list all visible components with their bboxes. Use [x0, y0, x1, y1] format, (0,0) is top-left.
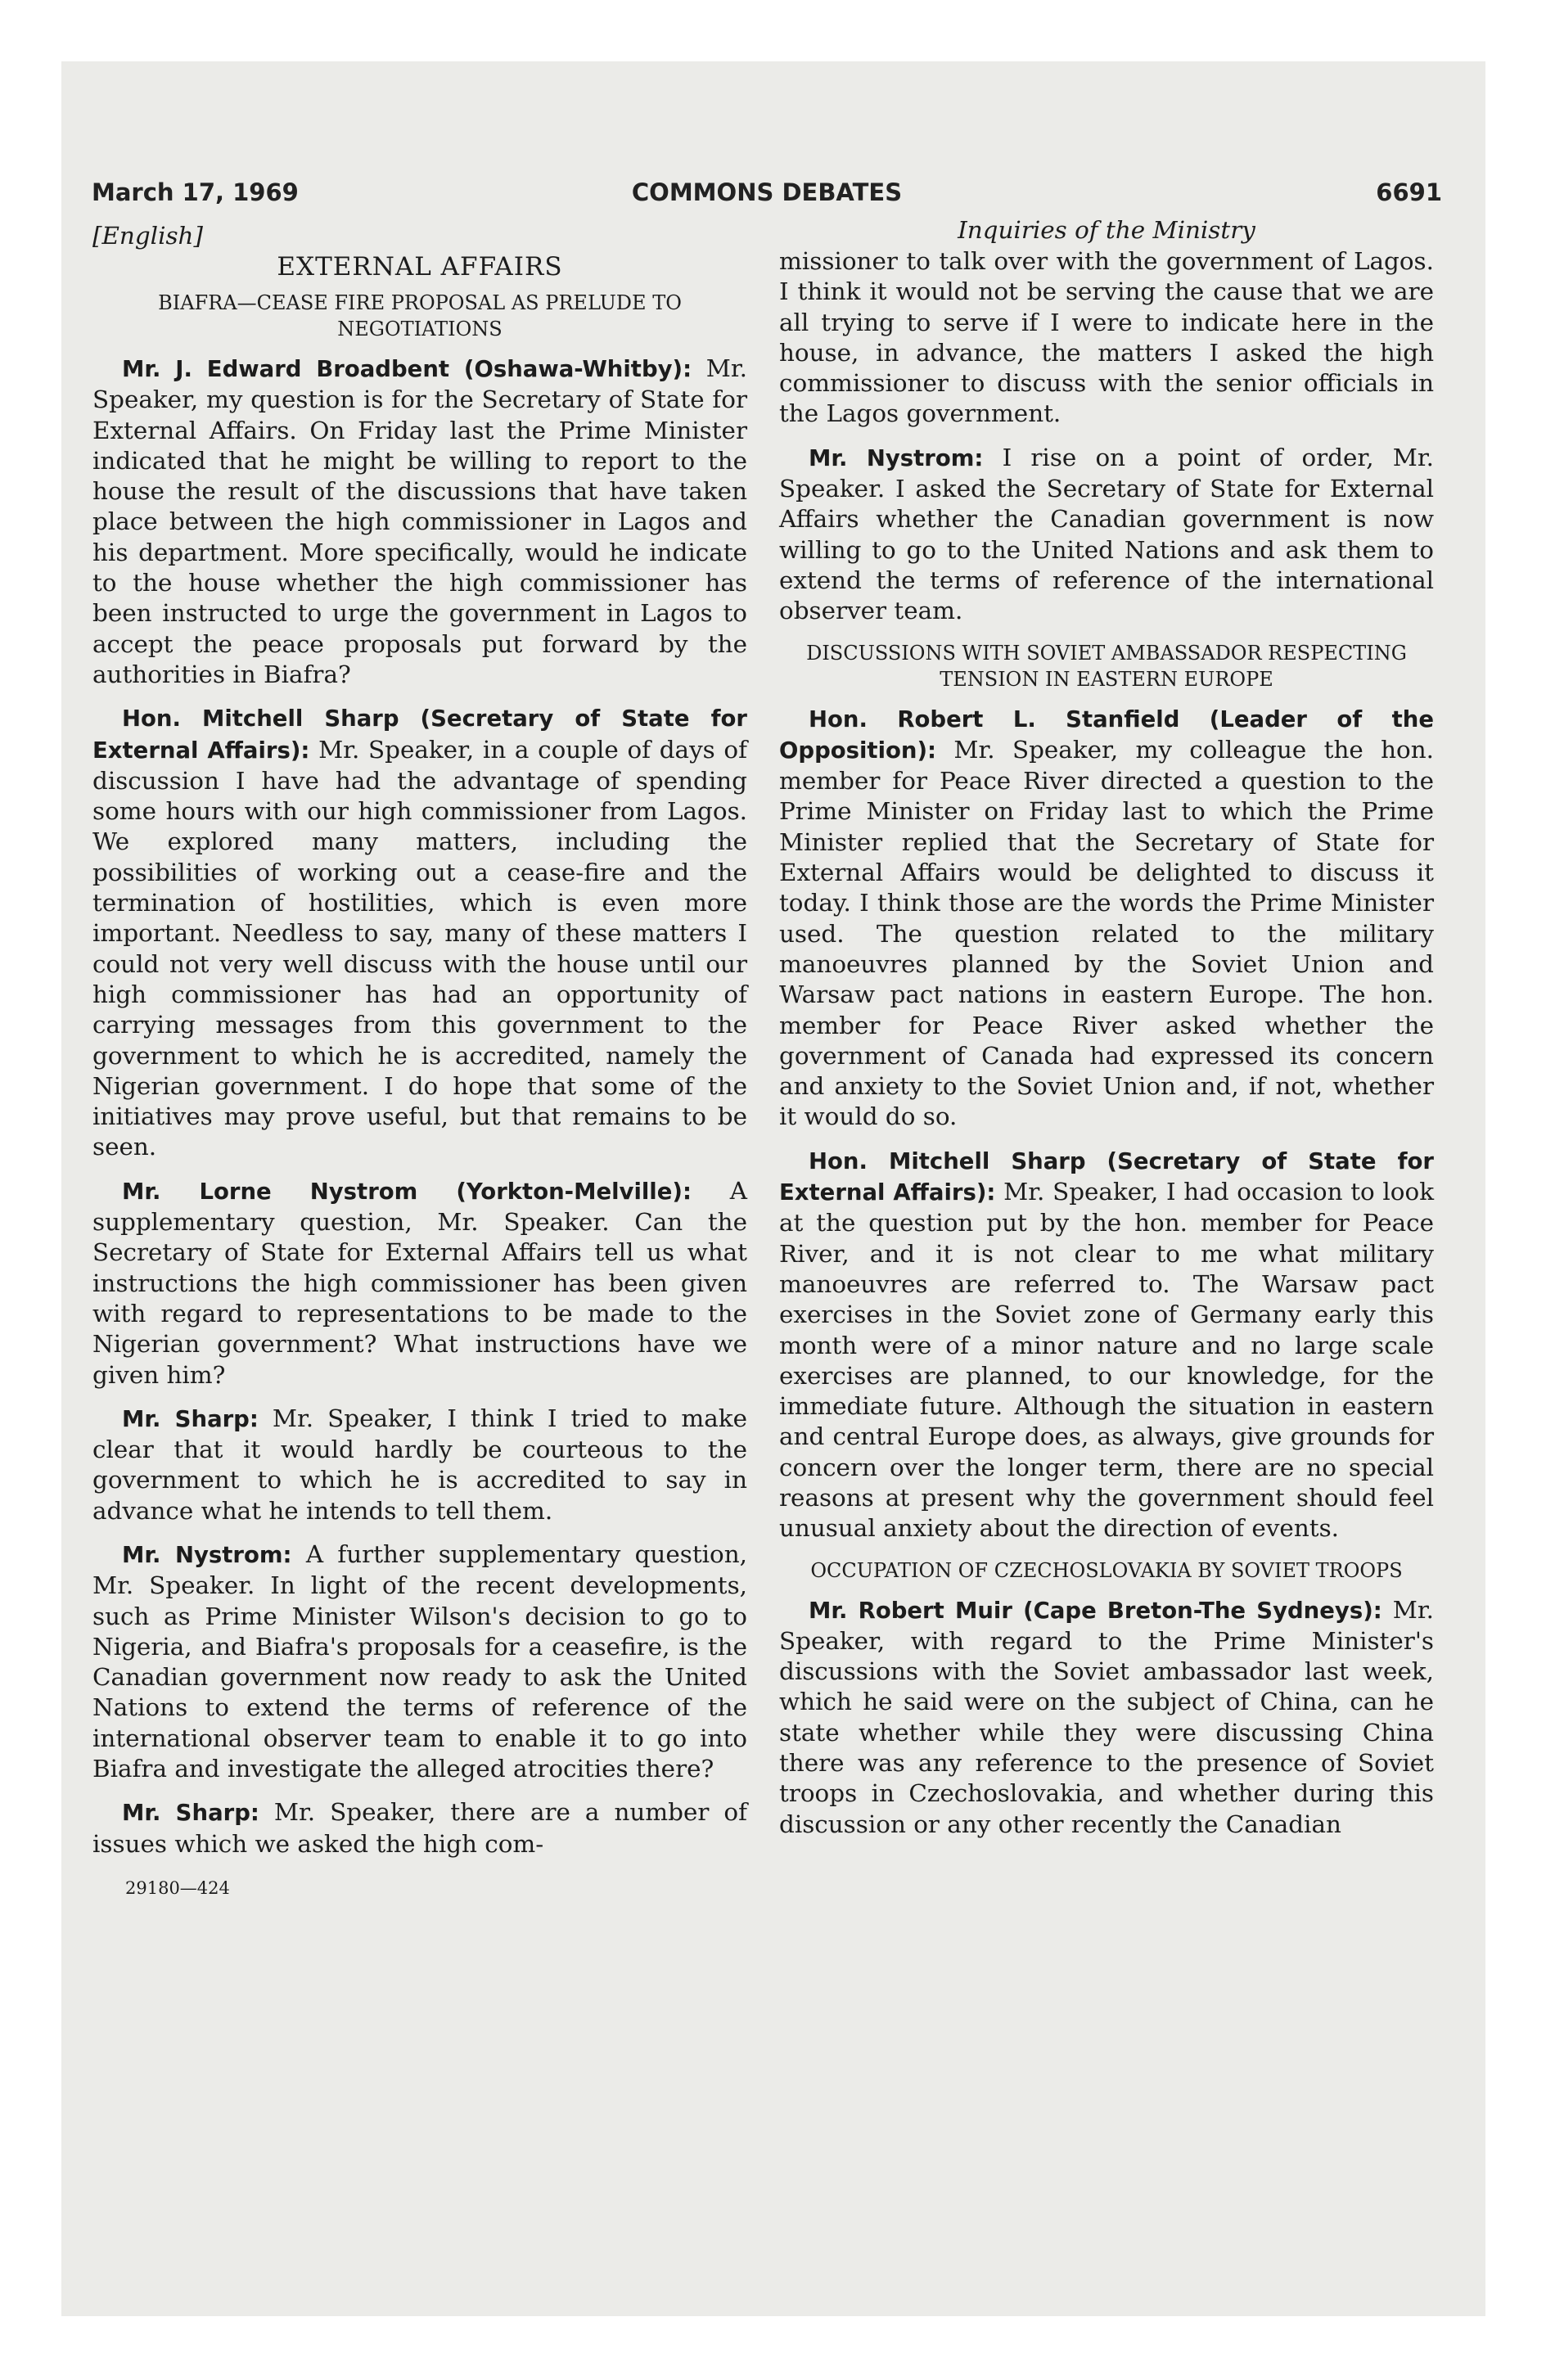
page-footer-code: 29180—424 — [125, 1877, 230, 1898]
speaker-name: Mr. J. Edward Broadbent (Oshawa-Whitby): — [122, 356, 692, 382]
left-column — [92, 214, 747, 1900]
section-title: EXTERNAL AFFAIRS — [277, 252, 563, 282]
language-tag: [English] — [92, 222, 203, 250]
speech-text: Mr. Speaker, my question is for the Secretary of State for External Affairs. On Friday last the Prime Minister indicated that he might be willing to report to the house the result of the discussions that have taken place between the high commissioner in Lagos and his department. More specifically, would he indicate to the house whether the high commissioner has been instructed to urge the government in Lagos to accept the peace proposals put forward by the authorities in Biafra? — [92, 354, 747, 688]
speech-paragraph — [92, 1176, 747, 1391]
right-block-3 — [779, 1595, 1434, 1840]
subheading-czechoslovakia: OCCUPATION OF CZECHOSLOVAKIA BY SOVIET TROOPS — [810, 1558, 1403, 1582]
speech-text: Mr. Speaker, my colleague the hon. member for Peace River directed a question to the Prime Minister on Friday last to which the Prime Minister replied that the Secretary of State for External Affairs would be delighted to discuss it today. I think those are the words the Prime Minister used. The question related to the military manoeuvres planned by the Soviet Union and Warsaw pact nations in eastern Europe. The hon. member for Peace River asked whether the government of Canada had expressed its concern and anxiety to the Soviet Union and, if not, whether it would do so. — [779, 735, 1434, 1131]
speech-text: Mr. Speaker, I had occasion to look at the question put by the hon. member for Peace River, and it is not clear to me what military manoeuvres are referred to. The Warsaw pact exercises in the Soviet zone of Germany early this month were of a minor nature and no large scale exercises are planned, to our knowledge, for the immediate future. Although the situation in eastern and central Europe does, as always, give grounds for concern over the longer term, there are no special reasons at present why the government should feel unusual anxiety about the direction of events. — [779, 1178, 1435, 1543]
header-publication: COMMONS DEBATES — [631, 178, 903, 206]
subheading-soviet-ambassador: DISCUSSIONS WITH SOVIET AMBASSADOR RESPECTING TENSION IN EASTERN EUROPE — [806, 641, 1407, 691]
right-block-1 — [779, 443, 1434, 627]
speech-text: Mr. Speaker, there are a number of issues which we asked the high com- — [92, 1798, 747, 1858]
speech-paragraph — [92, 703, 747, 1162]
speaker-name: Mr. Nystrom: — [809, 444, 984, 471]
speech-text: Mr. Speaker, in a couple of days of discussion I have had the advantage of spending some hours with our high commissioner from Lagos. We explored many matters, including the possibilities of working out a cease-fire and the termination of hostilities, which is even more important. Needless to say, many of these matters I could not very well discuss with the house until our high commissioner has had an opportunity of carrying messages from this government to the government to which he is accredited, namely the Nigerian government. I do hope that some of the initiatives may prove useful, but that remains to be seen. — [92, 735, 748, 1161]
right-column — [779, 214, 1434, 1853]
speaker-name: Hon. Mitchell Sharp (Secretary of State for External Affairs): — [779, 1147, 1434, 1206]
continuation-paragraph: missioner to talk over with the government of Lagos. I think it would not be serving the cause that we are all trying to serve if I were to indicate here in the house, in advance, the matters I asked the high commissioner to discuss with the senior officials in the Lagos government. — [779, 247, 1434, 428]
speech-paragraph — [779, 1146, 1434, 1544]
speaker-name: Hon. Robert L. Stanfield (Leader of the Opposition): — [779, 705, 1434, 764]
left-paragraphs — [92, 354, 747, 1859]
right-block-2 — [779, 704, 1434, 1544]
speech-paragraph — [779, 443, 1434, 627]
running-head: Inquiries of the Ministry — [958, 216, 1255, 244]
speaker-name: Mr. Robert Muir (Cape Breton-The Sydneys): — [809, 1597, 1382, 1624]
speaker-name: Hon. Mitchell Sharp (Secretary of State for External Affairs): — [92, 705, 747, 764]
header-date: March 17, 1969 — [92, 178, 299, 206]
speaker-name: Mr. Nystrom: — [122, 1541, 292, 1568]
speech-text: Mr. Speaker, with regard to the Prime Minister's discussions with the Soviet ambassador last week, which he said were on the subject of China, can he state whether while they were discussing China there was any reference to the presence of Soviet troops in Czechoslovakia, and whether during this discussion or any other recently the Canadian — [779, 1595, 1434, 1838]
speaker-name: Mr. Sharp: — [122, 1800, 259, 1827]
speech-text: Mr. Speaker, I think I tried to make clear that it would hardly be courteous to the government to which he is accredited to say in advance what he intends to tell them. — [92, 1404, 748, 1525]
speech-paragraph — [92, 1539, 747, 1784]
speaker-name: Mr. Lorne Nystrom (Yorkton-Melville): — [122, 1178, 692, 1205]
speech-paragraph — [92, 1797, 747, 1859]
speech-text: A supplementary question, Mr. Speaker. Can the Secretary of State for External Affairs tell us what instructions the high commissioner has been given with regard to representations to be made to the Nigerian government? What instructions have we given him? — [92, 1176, 747, 1389]
speech-paragraph — [92, 1404, 747, 1526]
page-header — [92, 178, 1442, 219]
subheading-biafra: BIAFRA—CEASE FIRE PROPOSAL AS PRELUDE TO NEGOTIATIONS — [158, 291, 682, 340]
speech-text: I rise on a point of order, Mr. Speaker. I asked the Secretary of State for External Affairs whether the Canadian government is now willing to go to the United Nations and ask them to extend the terms of reference of the international observer team. — [779, 443, 1435, 625]
speaker-name: Mr. Sharp: — [122, 1405, 259, 1432]
speech-paragraph — [779, 1595, 1434, 1840]
speech-text: A further supplementary question, Mr. Speaker. In light of the recent developments, such as Prime Minister Wilson's decision to go to Nigeria, and Biafra's proposals for a ceasefire, is the Canadian government now ready to ask the United Nations to extend the terms of reference of the international observer team to enable it to go into Biafra and investigate the alleged atrocities there? — [92, 1539, 747, 1783]
header-page-number: 6691 — [1376, 178, 1442, 206]
speech-paragraph — [779, 704, 1434, 1133]
speech-paragraph — [92, 354, 747, 690]
